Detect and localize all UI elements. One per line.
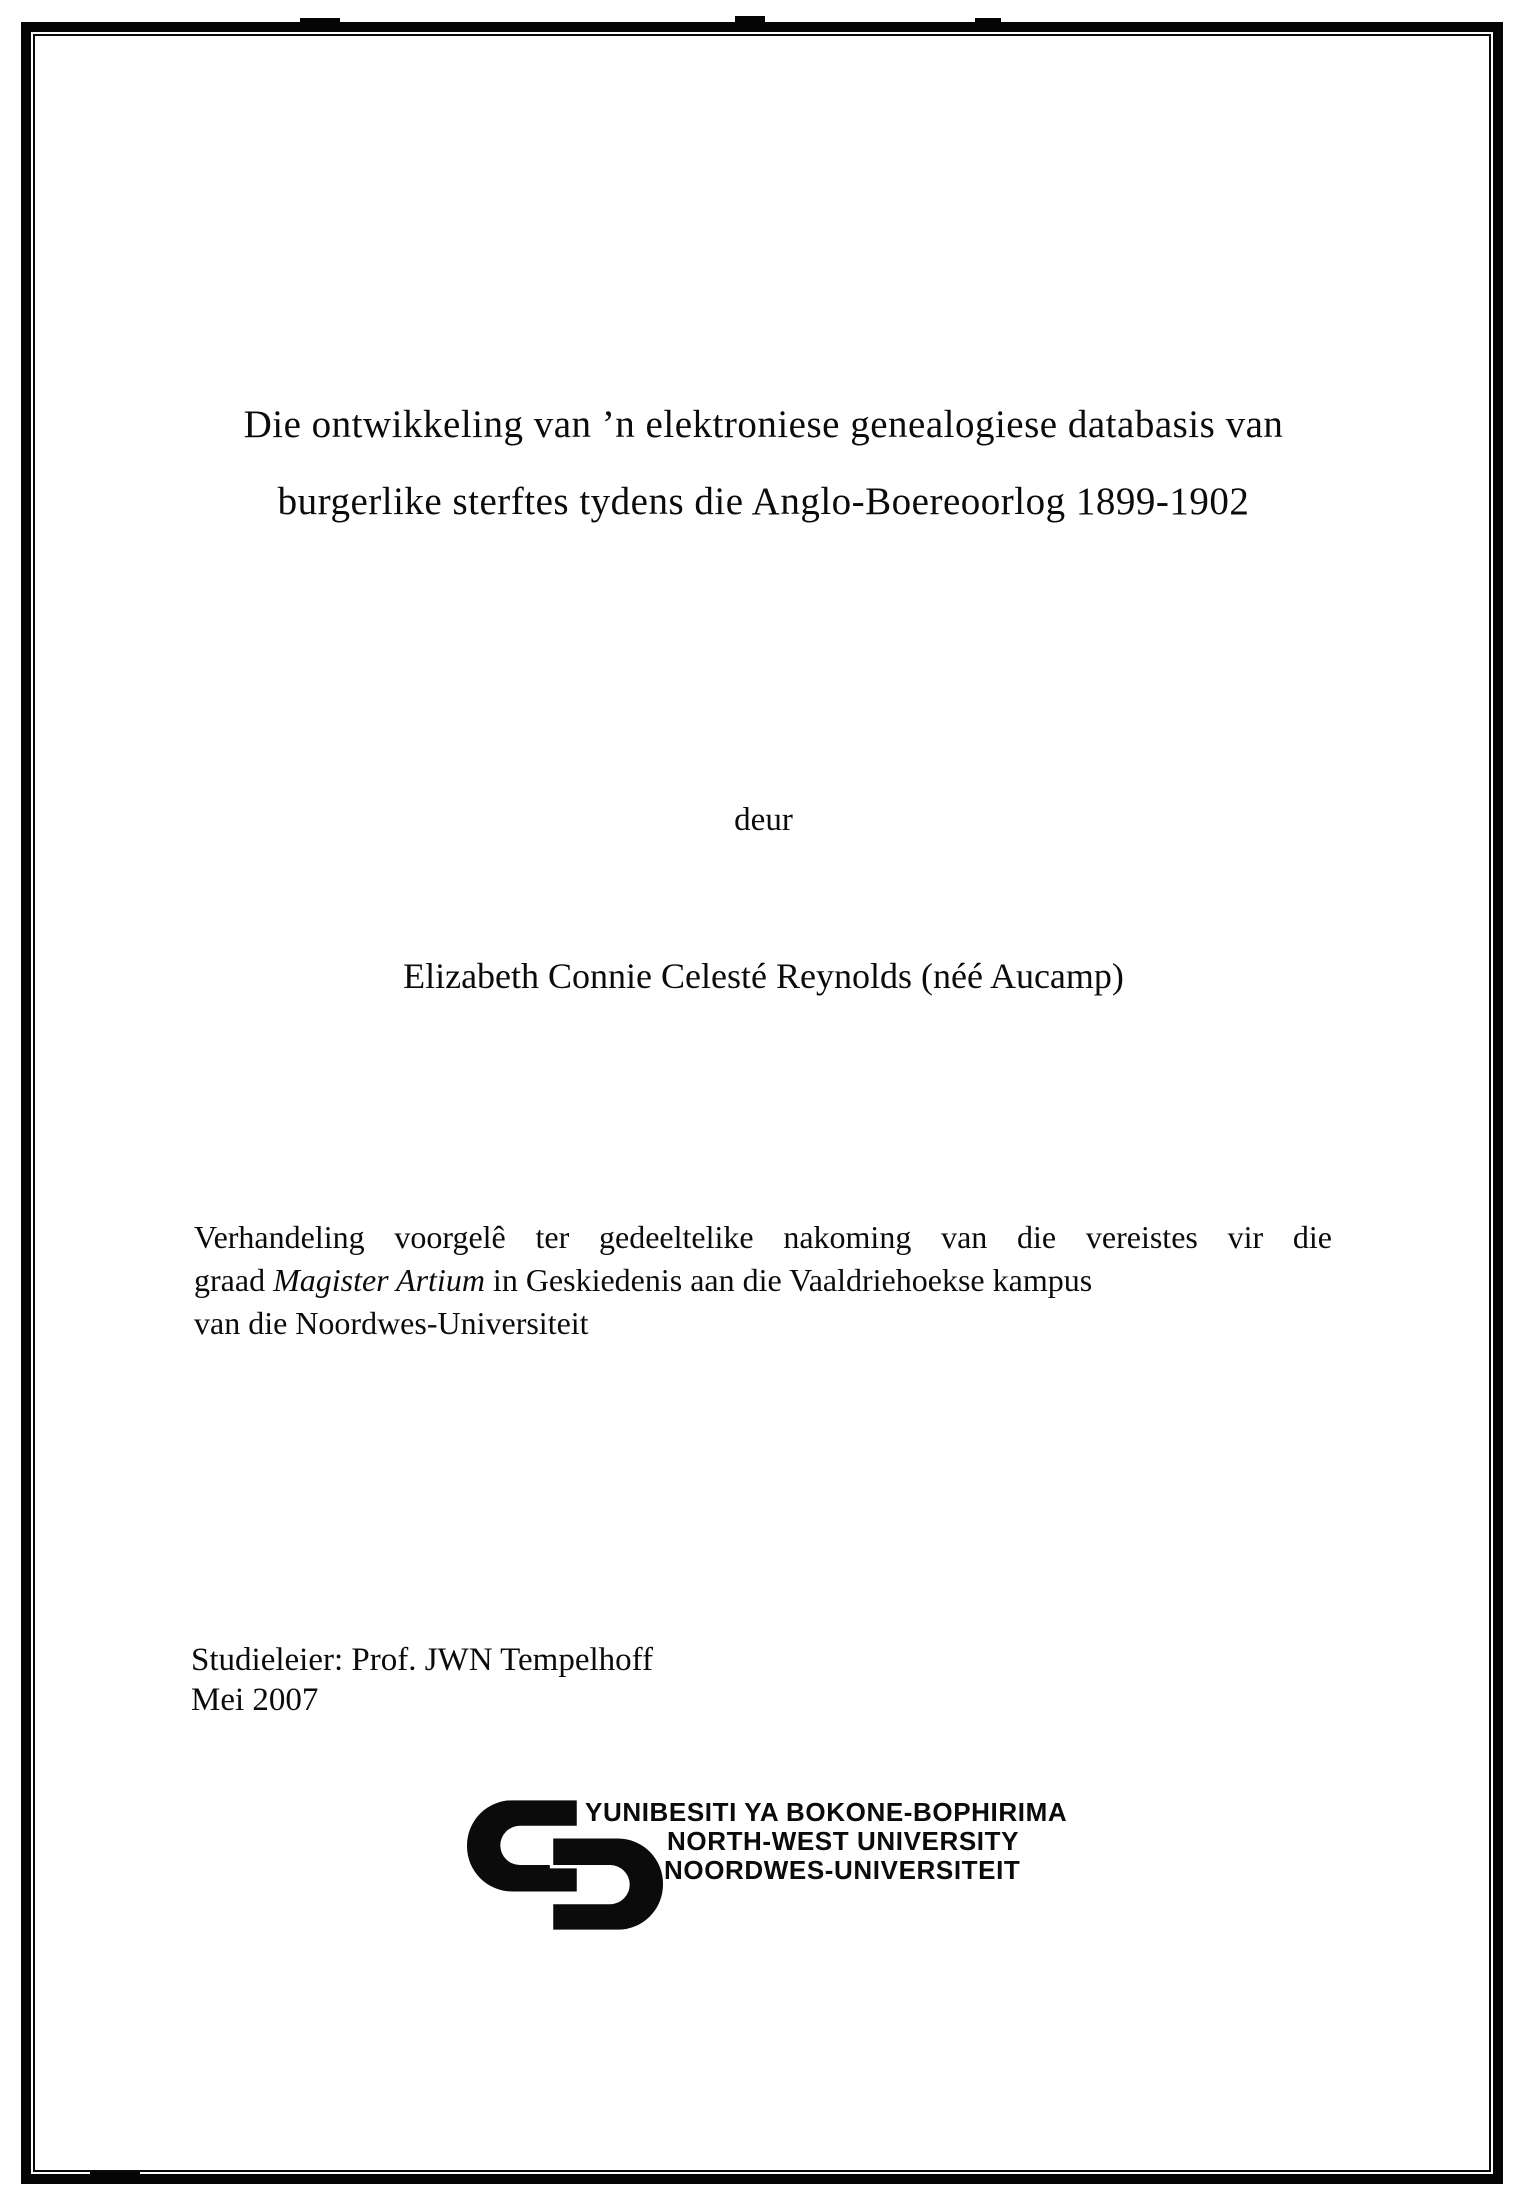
byline-label: deur (734, 802, 793, 838)
degree-name-italic: Magister Artium (273, 1262, 485, 1298)
degree-statement-line3: van die Noordwes-Universiteit (194, 1305, 589, 1341)
university-logo-text (585, 1798, 1067, 1885)
university-logo (467, 1796, 1087, 1946)
logo-text-afrikaans: NOORDWES-UNIVERSITEIT (664, 1855, 1021, 1885)
thesis-title-line2: burgerlike sterftes tydens die Anglo-Boereoorlog 1899-1902 (277, 480, 1250, 523)
degree-statement-line1: Verhandeling voorgelê ter gedeeltelike nakoming van die vereistes vir die (194, 1219, 1332, 1255)
scan-artifact (735, 16, 765, 23)
author-name: Elizabeth Connie Celesté Reynolds (néé Aucamp) (403, 956, 1124, 996)
degree-statement (194, 1216, 1332, 1345)
logo-text-english: NORTH-WEST UNIVERSITY (667, 1826, 1020, 1856)
supervisor-block (191, 1640, 653, 1720)
scan-artifact (300, 18, 340, 24)
scan-artifact (90, 2172, 140, 2179)
degree-statement-line2 (194, 1259, 1332, 1302)
logo-text-setswana: YUNIBESITI YA BOKONE-BOPHIRIMA (585, 1797, 1068, 1827)
degree-statement-line2-post: in Geskiedenis aan die Vaaldriehoekse kampus (484, 1262, 1093, 1298)
supervisor-line: Studieleier: Prof. JWN Tempelhoff (191, 1642, 654, 1678)
degree-statement-line2-pre: graad (194, 1262, 274, 1298)
thesis-title-line1: Die ontwikkeling van ’n elektroniese genealogiese databasis van (243, 403, 1284, 446)
thesis-title (0, 386, 1527, 540)
date-line: Mei 2007 (191, 1682, 319, 1718)
scan-artifact (975, 18, 1001, 24)
